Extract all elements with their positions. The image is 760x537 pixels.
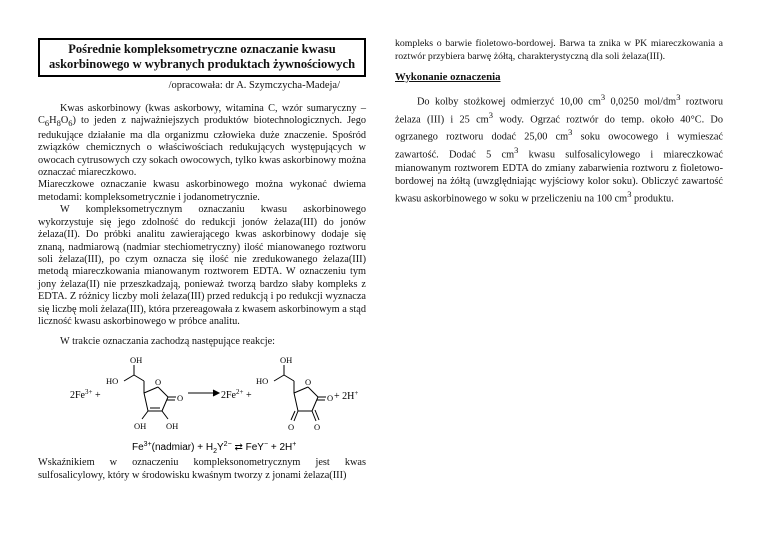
procedure-heading: Wykonanie oznaczenia [395,71,501,84]
reaction-2: $Fe^{3+}(nadmiar) + H_2Y^{2-}$ ⇄ FeY− + 2H+ [132,440,297,453]
author-line: /opracowała: dr A. Szymczycha-Madeja/ [168,80,340,91]
oh-label-right: OH [166,420,179,431]
title-line-2: askorbinowego w wybranych produktach żywnościowych [48,57,356,71]
reaction-arrow [188,390,219,396]
proton-product: + 2H+ [334,388,359,402]
reaction-scheme [38,353,366,453]
ketone-oxygen-left: O [288,421,295,432]
procedure-paragraph: Do kolby stożkowej odmierzyć 10,00 $cm^3$ 0,0250 mol/$dm^3$ roztworu żelaza (III) i 25 $cm^3$ wody. Ogrzać roztwór do temp. około 40°C. Do ogrzanego roztworu dodać 25,00 $cm^3$ soku owocowego i wymieszać zawartość. Dodać 5 $cm^3$ kwasu sulfosalicylowego i miareczkować mianowanym roztworem EDTA do zmiany zabarwienia roztworu z fioletowo-bordowej na żółtą (uwzględniając wyjściowy kolor soku). Obliczyć zawartość kwasu askorbinowego w soku w przeliczeniu na 100 $cm^3$ produktu. [395,92,724,205]
title-line-1: Pośrednie kompleksometryczne oznaczanie kwasu [68,42,336,56]
carbonyl-oxygen-label: O [177,392,184,403]
indicator-paragraph: Wskaźnikiem w oznaczeniu kompleksonometrycznym jest kwas sulfosalicylowy, który w środowisku kwaśnym tworzy z jonami żelaza(III) [38,457,366,481]
complexometry-paragraph: W kompleksometrycznym oznaczaniu kwasu askorbinowego wykorzystuje się jego zdolność do redukcji jonów żelaza(III) do jonów żelaza(II). Do próbki analitu zawierającego kwas askorbinowy dodaje się znaną, nadmiarową (nadmiar stechiometryczny) ilość mianowanego roztworu soli żelaza(III), po czym oznacza się ilość nie zredukowanego żelaza(III) metodą miareczkowania mianowanym roztworem EDTA. W oznaczeniu tym jony żelaza(II) nie przeszkadzają, ponieważ tworzą bardzo słaby kompleks z EDTA. Z różnicy liczby moli żelaza(III) przed redukcją i po redukcji wyznacza się liczbę moli żelaza(III), która przereagowała z kwasem askorbinowym a stąd liczność kwasu askorbinowego w próbce analitu. [38,204,366,327]
dehydroascorbic-acid-structure [274,365,326,421]
fe3-reactant: $2Fe^{3+}$ + [70,387,101,401]
intro-paragraph: Kwas askorbinowy (kwas askorbowy, witamina C, wzór sumaryczny – $C_6H_8O_6$) to jeden z najważniejszych produktów biotechnologicznych. Jego redukujące działanie ma dla organizmu człowieka duże znaczenie. Spośród związków chemicznych o właściwościach redukujących występujących w owocach cytrusowych czy sokach owocowych, tylko kwas askorbinowy można oznaczać miareczkowo. [38,103,366,179]
reaction-1-structures [38,353,366,453]
methods-paragraph: Miareczkowe oznaczanie kwasu askorbinowego można wykonać dwiema metodami: kompleksometrycznie i jodanometrycznie. [38,179,366,203]
ketone-oxygen-right: O [314,421,321,432]
ring-oxygen-label-product: O [305,376,312,387]
reactions-intro: W trakcie oznaczania zachodzą następujące reakcje: [60,336,276,348]
right-top-paragraph: kompleks o barwie fioletowo-bordowej. Barwa ta znika w PK miareczkowania a roztwór przybiera barwę żółtą, charakterystyczną dla soli żelaza(III). [395,38,723,62]
carbonyl-oxygen-label-product: O [327,392,334,403]
left-column [38,38,366,453]
ring-oxygen-label: O [155,376,162,387]
right-column [395,38,723,216]
oh-label-left: OH [134,420,147,431]
document-title [38,38,366,77]
oh-label-top: OH [130,354,143,365]
ho-label: HO [106,375,119,386]
ascorbic-acid-structure [124,365,176,419]
fe2-product: $2Fe^{2+}$ + [221,387,252,401]
indicator-block [38,456,366,482]
oh-label-product: OH [280,354,293,365]
ho-label-product: HO [256,375,269,386]
